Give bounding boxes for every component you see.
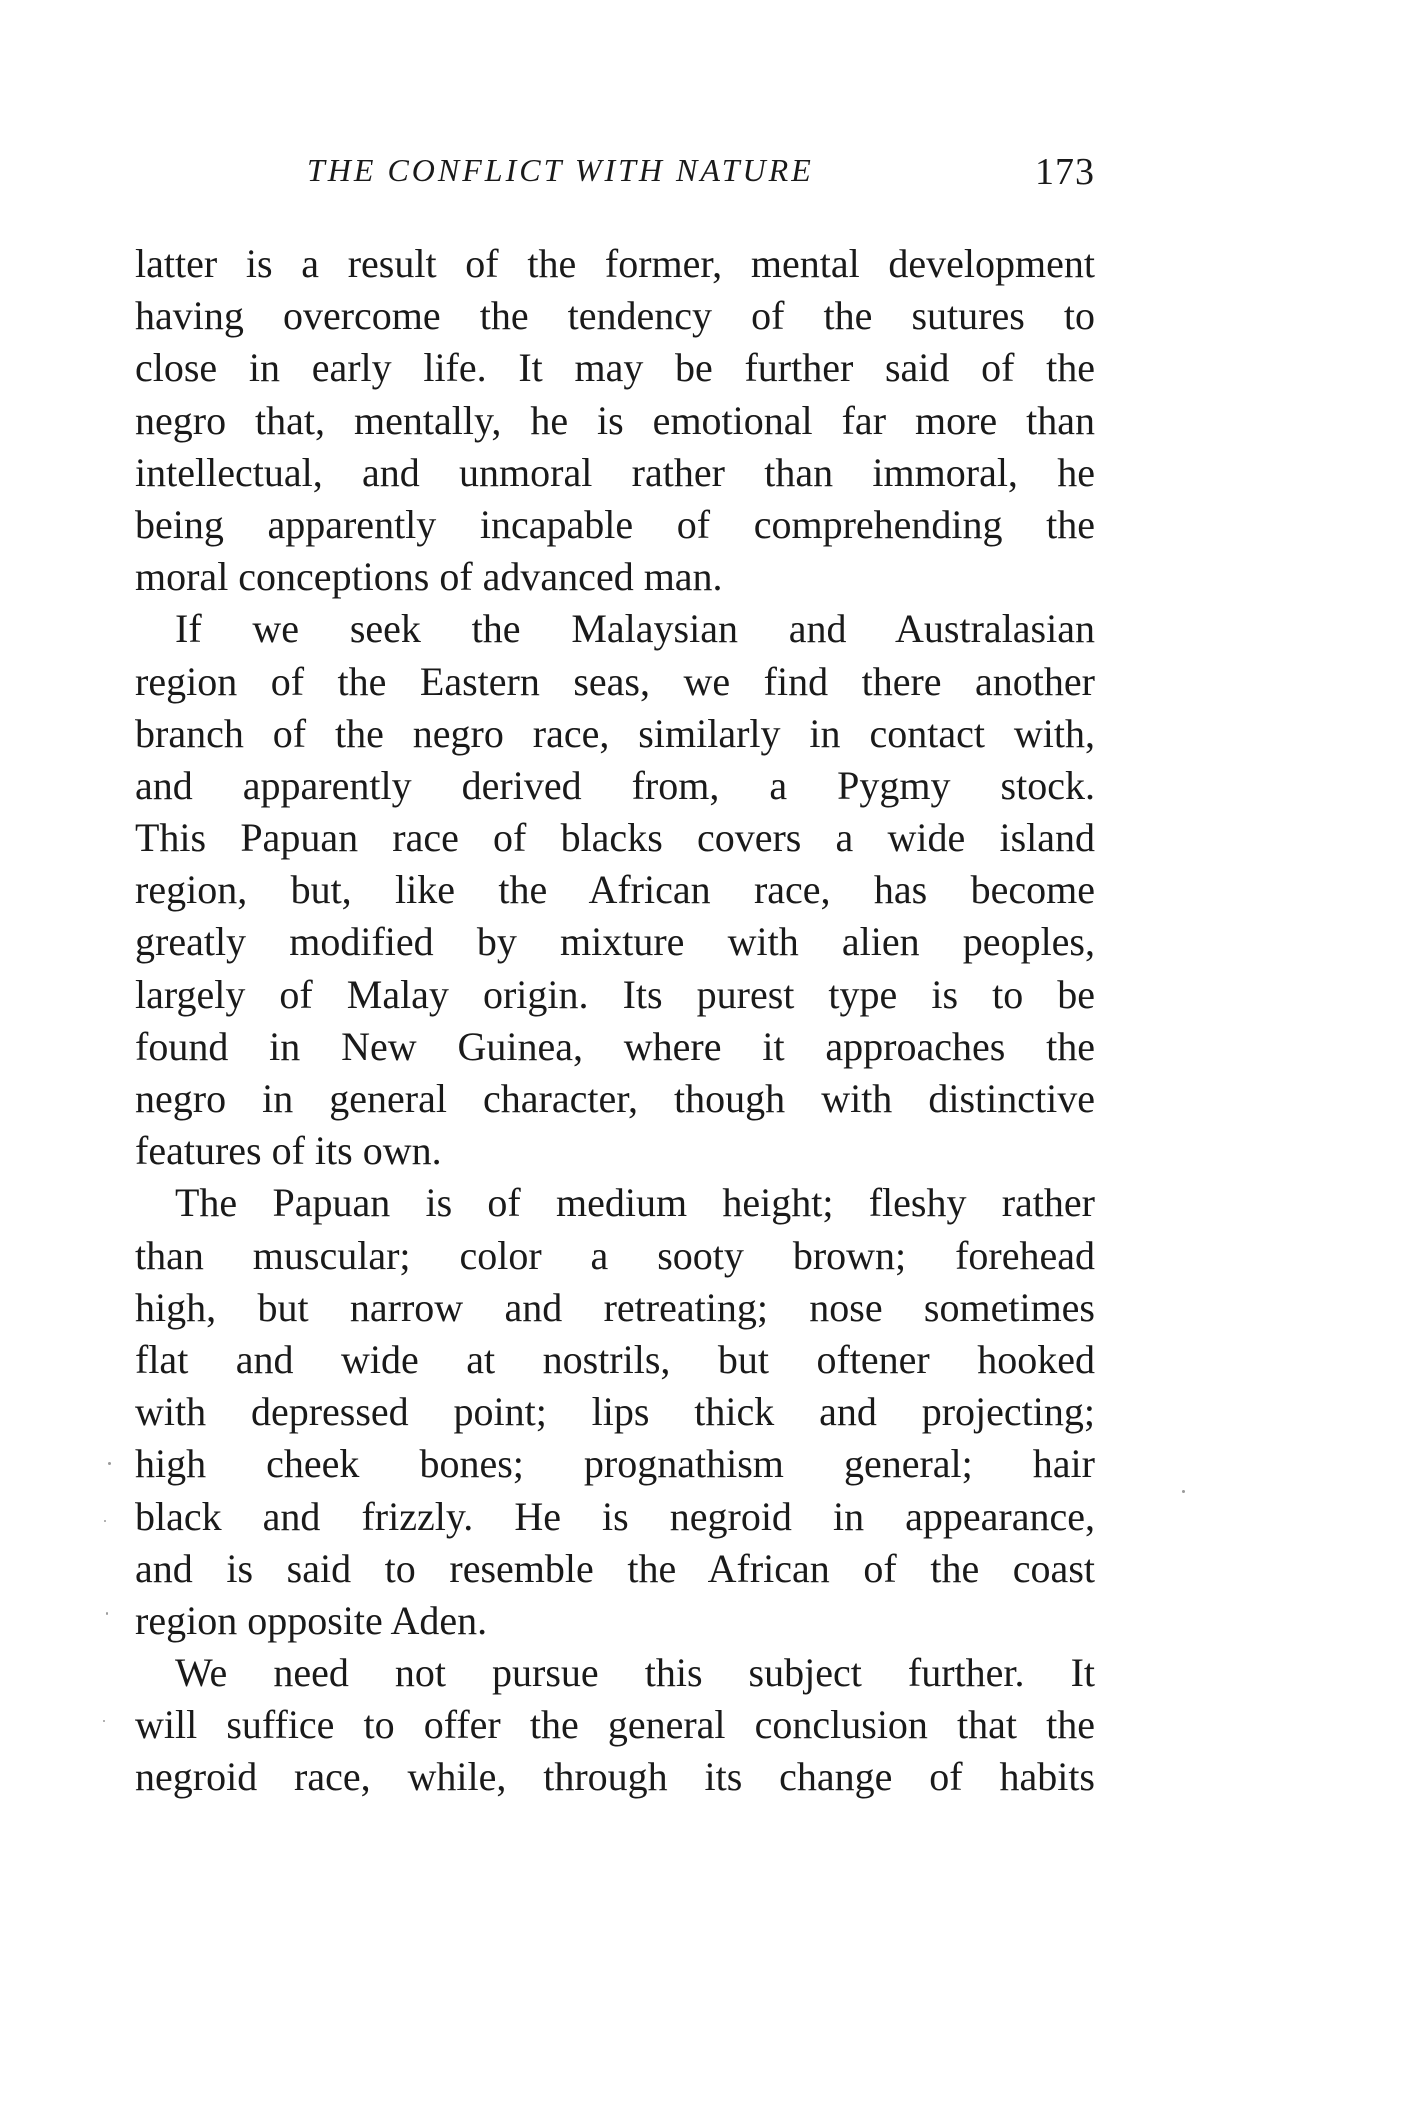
scan-speck: [104, 1520, 106, 1522]
text-line: close in early life. It may be further said of the: [135, 345, 1095, 391]
text-line: and is said to resemble the African of the coast: [135, 1545, 1095, 1591]
text-line: high cheek bones; prognathism general; hair: [135, 1441, 1095, 1487]
text-line: largely of Malay origin. Its purest type is to be: [135, 971, 1095, 1017]
text-line: region of the Eastern seas, we find there another: [135, 658, 1095, 704]
text-line: greatly modified by mixture with alien peoples,: [135, 919, 1095, 965]
text-line: being apparently incapable of comprehending the: [135, 501, 1095, 547]
text-line: negro in general character, though with distinctive: [135, 1076, 1095, 1121]
text-line: moral conceptions of advanced man.: [135, 554, 723, 600]
text-line: than muscular; color a sooty brown; forehead: [135, 1232, 1095, 1278]
text-line: with depressed point; lips thick and projecting;: [135, 1389, 1095, 1435]
paragraph-1: [135, 238, 1095, 603]
paragraph-3: [135, 1177, 1095, 1647]
running-head: [135, 152, 1095, 200]
text-line: region, but, like the African race, has become: [135, 867, 1095, 913]
text-line: having overcome the tendency of the sutures to: [135, 293, 1095, 339]
page-number: 173: [1035, 151, 1095, 193]
text-line: high, but narrow and retreating; nose sometimes: [135, 1284, 1095, 1330]
text-line: branch of the negro race, similarly in contact with,: [135, 710, 1095, 756]
text-line: latter is a result of the former, mental development: [135, 241, 1095, 286]
text-line: and apparently derived from, a Pygmy stock.: [135, 762, 1095, 808]
text-line: found in New Guinea, where it approaches the: [135, 1023, 1095, 1069]
body-text: [135, 238, 1095, 1804]
text-line: black and frizzly. He is negroid in appearance,: [135, 1493, 1095, 1539]
text-line: will suffice to offer the general conclusion that the: [135, 1702, 1095, 1748]
scan-speck: [103, 1720, 105, 1722]
text-line: negro that, mentally, he is emotional far more than: [135, 397, 1095, 443]
text-line: region opposite Aden.: [135, 1597, 488, 1643]
text-line: negroid race, while, through its change of habits: [135, 1754, 1095, 1800]
text-line: We need not pursue this subject further. It: [175, 1650, 1095, 1696]
running-title: THE CONFLICT WITH NATURE: [307, 152, 814, 188]
scan-speck: [106, 1612, 108, 1615]
scan-speck: [1182, 1490, 1185, 1493]
text-line: This Papuan race of blacks covers a wide island: [135, 815, 1095, 861]
text-line: If we seek the Malaysian and Australasian: [175, 606, 1095, 652]
paragraph-4: [135, 1647, 1095, 1804]
scan-speck: [108, 1462, 111, 1465]
text-line: flat and wide at nostrils, but oftener hooked: [135, 1336, 1095, 1382]
text-line: features of its own.: [135, 1128, 442, 1174]
paragraph-2: [135, 603, 1095, 1177]
text-line: intellectual, and unmoral rather than immoral, he: [135, 449, 1095, 495]
text-line: The Papuan is of medium height; fleshy rather: [175, 1180, 1095, 1226]
